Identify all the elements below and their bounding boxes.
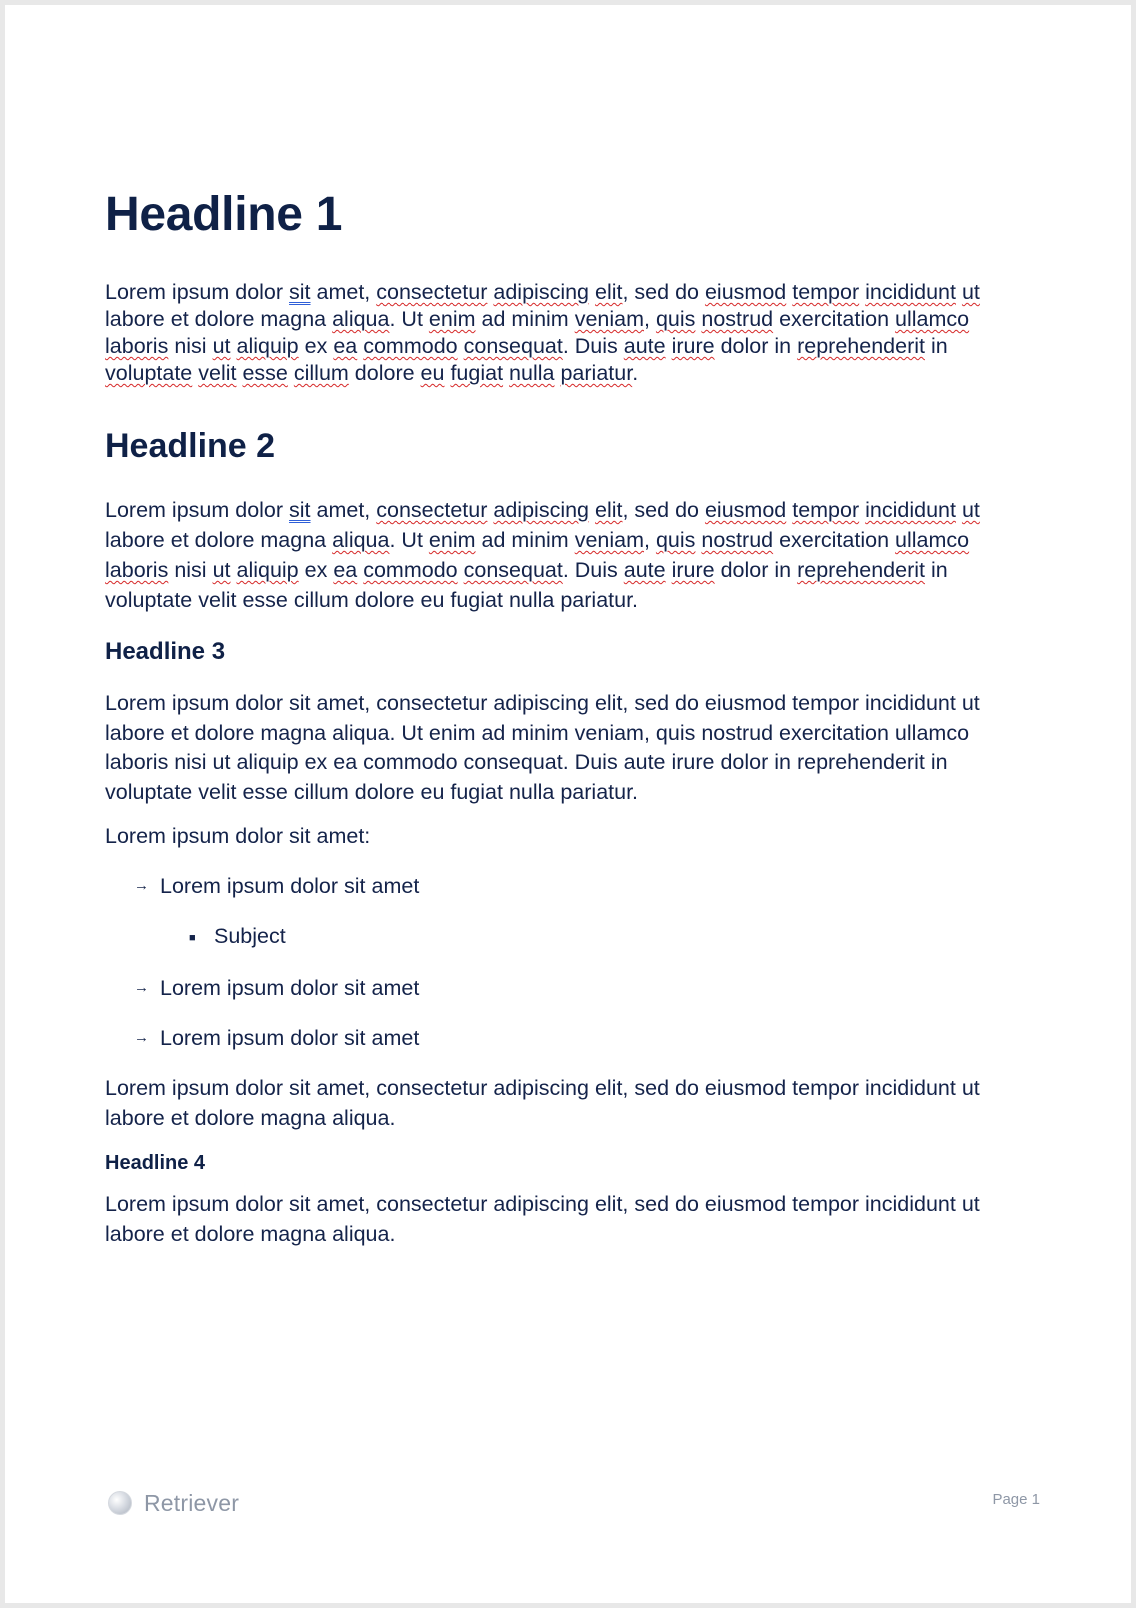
square-bullet-icon: ■ [189,932,196,944]
paragraph-1[interactable]: Lorem ipsum dolor sit amet, consectetur adipiscing elit, sed do eiusmod tempor incididunt ut labore et dolore magna aliqua. Ut enim ad minim veniam, quis nostrud exercitation ullamco laboris nisi ut aliquip ex ea commodo consequat. Duis aute irure dolor in reprehenderit in voluptate velit esse cillum dolore eu fugiat nulla pariatur. [105,280,980,385]
headline-2: Headline 2 [105,427,276,465]
list-intro[interactable]: Lorem ipsum dolor sit amet: [105,824,371,848]
retriever-logo-icon [108,1491,132,1515]
logo-text: Retriever [144,1489,240,1516]
list-item[interactable] [134,1024,420,1052]
paragraph-5[interactable]: Lorem ipsum dolor sit amet, consectetur adipiscing elit, sed do eiusmod tempor incididunt ut labore et dolore magna aliqua. [105,1076,980,1130]
list-item-text: Lorem ipsum dolor sit amet [160,1026,420,1050]
arrow-right-icon: → [134,979,149,996]
paragraph-2[interactable]: Lorem ipsum dolor sit amet, consectetur adipiscing elit, sed do eiusmod tempor incididunt ut labore et dolore magna aliqua. Ut enim ad minim veniam, quis nostrud exercitation ullamco laboris nisi ut aliquip ex ea commodo consequat. Duis aute irure dolor in reprehenderit in voluptate velit esse cillum dolore eu fugiat nulla pariatur. [105,498,980,612]
list-item[interactable] [134,872,420,900]
headline-3: Headline 3 [105,638,226,665]
page-number: Page 1 [992,1491,1040,1508]
list-item[interactable] [134,974,420,1002]
headline-1: Headline 1 [105,188,343,241]
list-item-text: Lorem ipsum dolor sit amet [160,976,420,1000]
list-item[interactable] [189,922,286,950]
arrow-right-icon: → [134,1029,149,1046]
arrow-right-icon: → [134,877,149,894]
paragraph-6[interactable]: Lorem ipsum dolor sit amet, consectetur adipiscing elit, sed do eiusmod tempor incididunt ut labore et dolore magna aliqua. [105,1192,980,1246]
footer-logo [108,1489,239,1517]
list-item-text: Subject [214,924,286,948]
headline-4: Headline 4 [105,1152,206,1174]
paragraph-3[interactable]: Lorem ipsum dolor sit amet, consectetur adipiscing elit, sed do eiusmod tempor incididunt ut labore et dolore magna aliqua. Ut enim ad minim veniam, quis nostrud exercitation ullamco laboris nisi ut aliquip ex ea commodo consequat. Duis aute irure dolor in reprehenderit in voluptate velit esse cillum dolore eu fugiat nulla pariatur. [105,691,980,804]
list-item-text: Lorem ipsum dolor sit amet [160,874,420,898]
